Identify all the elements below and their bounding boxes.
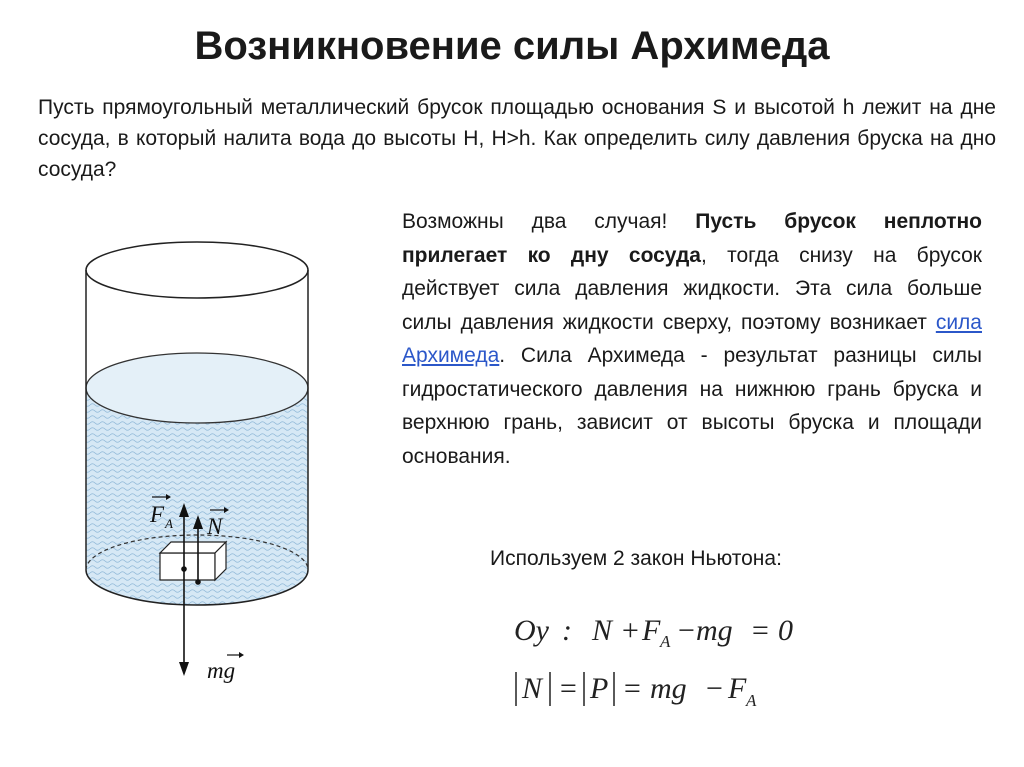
case-after-bold: , тогда снизу на брусок действует сила давления жидкости. Эта сила больше силы давления жидкости сверху, поэтому возникает: [402, 243, 982, 334]
gravity-label: mg: [207, 658, 236, 683]
archimedes-force-label: F: [150, 502, 165, 527]
case-paragraph: [402, 205, 982, 473]
case-lead: Возможны два случая!: [402, 210, 696, 233]
formula-line-1: [514, 614, 793, 651]
newton-formula: [510, 600, 850, 720]
case-rest: . Сила Архимеда - результат разницы силы гидростатического давления на нижнюю грань бруска и верхнюю грань, зависит от высоты бруска и площади основания.: [402, 344, 982, 468]
newton-law-text: Используем 2 закон Ньютона:: [490, 547, 782, 570]
axis-label: Oy: [514, 614, 549, 647]
archimedes-force-link[interactable]: сила Архимеда: [402, 310, 982, 367]
term-fa-2: F: [728, 672, 747, 705]
formula-line-2: [516, 672, 757, 710]
minus-sign: −: [676, 614, 697, 647]
zero-value: 0: [778, 614, 793, 647]
g-vector-tip: [239, 652, 244, 658]
term-fa-2-sub: A: [746, 691, 757, 710]
intro-paragraph: Пусть прямоугольный металлический брусок площадью основания S и высотой h лежит на дне сосуда, в который налита вода до высоты H, H>h. Как определить силу давления бруска на дно сосуда?: [38, 96, 996, 181]
term-fa: F: [642, 614, 661, 647]
minus-2: −: [704, 672, 725, 705]
term-mg: mg: [696, 614, 733, 647]
abs-p: P: [590, 672, 609, 705]
archimedes-force-sub: A: [165, 516, 173, 531]
water-surface: [86, 353, 308, 423]
abs-n: N: [522, 672, 543, 705]
equals-1: =: [558, 672, 579, 705]
axis-colon: :: [562, 614, 572, 647]
vessel-rim: [86, 242, 308, 298]
gravity-arrow-head: [179, 662, 189, 676]
case-bold: Пусть брусок неплотно прилегает ко дну сосуда: [402, 210, 982, 267]
normal-force-label: N: [207, 514, 223, 539]
term-fa-sub: A: [660, 632, 671, 651]
term-n: N: [592, 614, 613, 647]
equals-sign: =: [750, 614, 771, 647]
metal-block: [160, 542, 226, 580]
block-center-dot: [181, 566, 187, 572]
equals-2: =: [622, 672, 643, 705]
block-bottom-dot: [195, 579, 201, 585]
plus-sign: +: [620, 614, 641, 647]
slide-title: Возникновение силы Архимеда: [194, 24, 830, 68]
vessel-figure: [70, 240, 320, 690]
term-mg-2: mg: [650, 672, 687, 705]
